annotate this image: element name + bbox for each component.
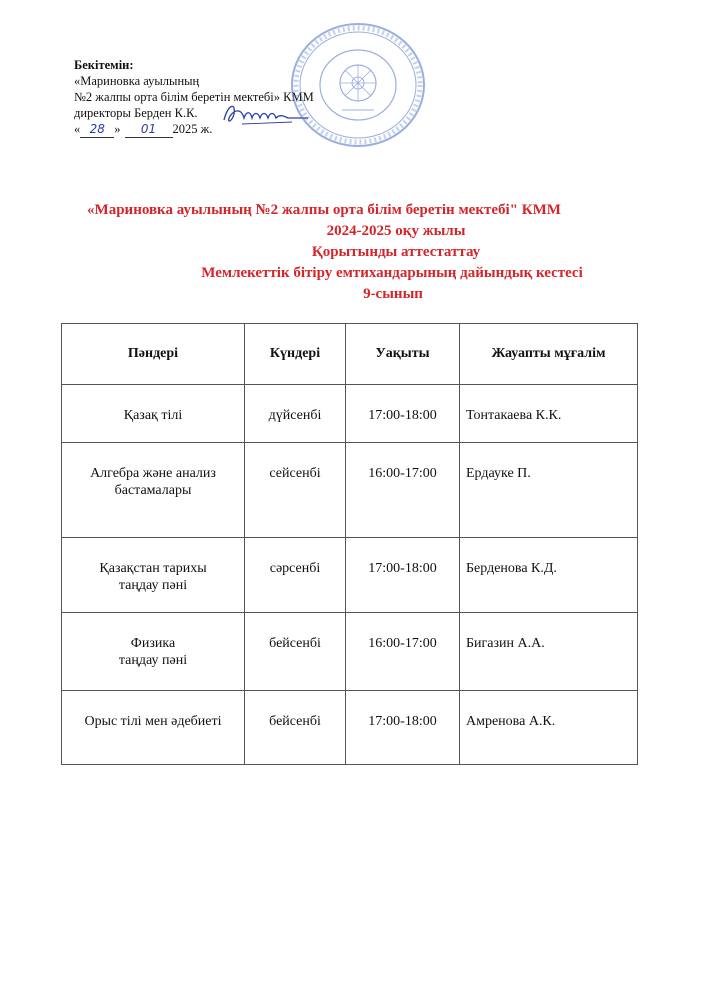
heading-attestation: Қорытынды аттестаттау xyxy=(311,244,481,260)
time-cell: 17:00-18:00 xyxy=(368,408,437,423)
header-teacher: Жауапты мұғалім xyxy=(460,324,638,385)
subject-cell: Физика таңдау пәні xyxy=(118,636,188,668)
subject-cell: Орыс тілі мен әдебиеті xyxy=(84,714,222,729)
date-open-quote: « xyxy=(74,122,81,136)
date-year: 2025 ж. xyxy=(172,122,213,136)
heading-grade: 9-сынып xyxy=(363,286,423,302)
heading-school: «Мариновка ауылының №2 жалпы орта білім беретін мектебі" КММ xyxy=(87,202,561,218)
date-day: 28 xyxy=(80,121,114,138)
table-header-row xyxy=(62,324,638,385)
teacher-cell: Берденова К.Д. xyxy=(466,561,557,576)
date-month: 01 xyxy=(125,121,173,138)
teacher-cell: Бигазин А.А. xyxy=(466,636,545,651)
table-row xyxy=(62,691,638,765)
subject-cell: Қазақстан тарихы таңдау пәні xyxy=(99,561,207,593)
table-row xyxy=(62,613,638,691)
approval-school-line2: №2 жалпы орта білім беретін мектебі» КММ xyxy=(74,90,314,104)
day-cell: бейсенбі xyxy=(269,636,321,651)
approval-title: Бекітемін: xyxy=(74,58,134,72)
time-cell: 16:00-17:00 xyxy=(368,466,437,481)
day-cell: дүйсенбі xyxy=(268,408,322,423)
teacher-cell: Ердауке П. xyxy=(466,466,531,481)
table-row xyxy=(62,538,638,613)
teacher-cell: Тонтакаева К.К. xyxy=(466,408,562,423)
date-close-quote: » xyxy=(114,122,121,136)
time-cell: 16:00-17:00 xyxy=(368,636,437,651)
teacher-cell: Амренова А.К. xyxy=(466,714,556,729)
subject-cell: Қазақ тілі xyxy=(123,408,183,423)
time-cell: 17:00-18:00 xyxy=(368,561,437,576)
header-days: Күндері xyxy=(245,324,346,385)
time-cell: 17:00-18:00 xyxy=(368,714,437,729)
subject-cell: Алгебра және анализ бастамалары xyxy=(90,466,216,498)
day-cell: сейсенбі xyxy=(269,466,321,481)
heading-schedule-title: Мемлекеттік бітіру емтихандарының дайындық кестесі xyxy=(201,265,583,281)
header-time: Уақыты xyxy=(346,324,460,385)
table-row xyxy=(62,385,638,443)
table-row xyxy=(62,443,638,538)
heading-year: 2024-2025 оқу жылы xyxy=(326,223,466,239)
approval-school-line1: «Мариновка ауылының xyxy=(74,74,200,88)
header-subjects: Пәндері xyxy=(62,324,245,385)
schedule-table xyxy=(61,323,638,765)
day-cell: сәрсенбі xyxy=(269,561,321,576)
seal-icon xyxy=(288,20,428,150)
document-heading xyxy=(60,200,652,305)
day-cell: бейсенбі xyxy=(269,714,321,729)
approval-director-line: директоры Берден К.К. xyxy=(74,106,198,120)
